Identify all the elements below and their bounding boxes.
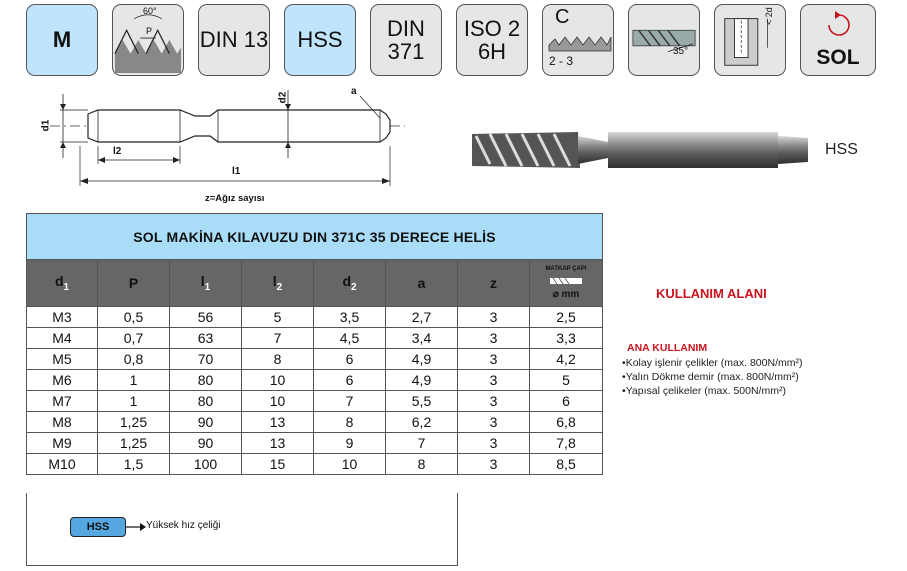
standard-din13-badge bbox=[198, 4, 270, 76]
table-cell: 1,25 bbox=[98, 412, 170, 433]
drill-header-top: MATKAP ÇAPI bbox=[545, 265, 587, 272]
usage-item: • Yapısal çelikeler (max. 500N/mm²) bbox=[622, 384, 802, 398]
drawing-d2-label: d2 bbox=[277, 91, 289, 104]
usage-item: • Yalın Dökme demir (max. 800N/mm²) bbox=[622, 370, 802, 384]
table-cell: 6 bbox=[314, 349, 386, 370]
header-drill-diameter bbox=[530, 260, 603, 307]
din371-line1: DIN bbox=[387, 15, 425, 41]
table-cell: 8,5 bbox=[530, 454, 603, 475]
table-cell: 2,5 bbox=[530, 307, 603, 328]
table-cell: 6,2 bbox=[386, 412, 458, 433]
usage-list bbox=[622, 356, 802, 398]
table-cell: 3 bbox=[458, 412, 530, 433]
table-cell: M3 bbox=[27, 307, 98, 328]
depth-label: < 2d bbox=[764, 7, 774, 25]
usage-subtitle: ANA KULLANIM bbox=[627, 342, 708, 354]
table-cell: 2,7 bbox=[386, 307, 458, 328]
table-cell: M6 bbox=[27, 370, 98, 391]
table-cell: 3 bbox=[458, 370, 530, 391]
table-row bbox=[27, 391, 603, 412]
chamfer-letter: C bbox=[555, 6, 570, 28]
table-cell: 3 bbox=[458, 328, 530, 349]
legend-text: Yüksek hız çeliği bbox=[146, 520, 221, 531]
table-cell: 0,8 bbox=[98, 349, 170, 370]
table-row bbox=[27, 307, 603, 328]
table-cell: M8 bbox=[27, 412, 98, 433]
table-cell: 10 bbox=[242, 370, 314, 391]
table-cell: 90 bbox=[170, 433, 242, 454]
left-rotation-arrow-icon bbox=[823, 11, 855, 39]
direction-badge bbox=[800, 4, 876, 76]
table-cell: 7 bbox=[386, 433, 458, 454]
table-row bbox=[27, 370, 603, 391]
table-cell: 6,8 bbox=[530, 412, 603, 433]
table-cell: 10 bbox=[314, 454, 386, 475]
usage-item: • Kolay işlenir çelikler (max. 800N/mm²) bbox=[622, 356, 802, 370]
chamfer-range-label: 2 - 3 bbox=[549, 54, 574, 68]
table-cell: 4,9 bbox=[386, 349, 458, 370]
table-cell: 3,3 bbox=[530, 328, 603, 349]
table-cell: 10 bbox=[242, 391, 314, 412]
table-cell: 63 bbox=[170, 328, 242, 349]
table-cell: 1,5 bbox=[98, 454, 170, 475]
drawing-l1-label: l1 bbox=[232, 166, 241, 177]
chamfer-badge bbox=[542, 4, 614, 76]
table-cell: M5 bbox=[27, 349, 98, 370]
legend-hss-chip: HSS bbox=[70, 517, 126, 537]
thread-angle-label: 60° bbox=[143, 6, 157, 16]
table-cell: 1,25 bbox=[98, 433, 170, 454]
drill-header-bottom: ⌀ mm bbox=[552, 288, 580, 300]
drawing-z-caption: z=Ağız sayısı bbox=[205, 193, 265, 204]
table-header-row bbox=[27, 260, 603, 307]
usage-title: KULLANIM ALANI bbox=[656, 286, 767, 301]
helix-angle-label: 35° bbox=[673, 46, 689, 57]
standard-din13-label: DIN 13 bbox=[199, 27, 269, 53]
hole-depth-icon bbox=[715, 4, 785, 76]
table-cell: 4,5 bbox=[314, 328, 386, 349]
table-cell: 3 bbox=[458, 349, 530, 370]
table-cell: 7 bbox=[242, 328, 314, 349]
header-p: P bbox=[98, 260, 170, 307]
table-cell: 8 bbox=[386, 454, 458, 475]
table-cell: 1 bbox=[98, 391, 170, 412]
drawing-l2-label: l2 bbox=[113, 146, 122, 157]
table-title: SOL MAKİNA KILAVUZU DIN 371C 35 DERECE HELİS bbox=[27, 214, 603, 260]
table-cell: 56 bbox=[170, 307, 242, 328]
thread-pitch-label: P bbox=[146, 26, 153, 36]
header-l1: $l_1$ bbox=[170, 260, 242, 307]
din371-line2: 371 bbox=[387, 39, 425, 64]
legend-arrow-icon bbox=[126, 523, 146, 531]
table-cell: 9 bbox=[314, 433, 386, 454]
header-d1: $d_1$ bbox=[27, 260, 98, 307]
spiral-tap-product-image bbox=[468, 122, 818, 178]
table-cell: 3 bbox=[458, 391, 530, 412]
table-cell: 6 bbox=[314, 370, 386, 391]
tap-technical-drawing bbox=[30, 84, 410, 204]
thread-profile-badge bbox=[112, 4, 184, 76]
drill-bit-icon bbox=[549, 276, 583, 286]
table-row bbox=[27, 433, 603, 454]
table-row bbox=[27, 328, 603, 349]
material-label: M bbox=[52, 27, 72, 53]
tolerance-badge bbox=[456, 4, 528, 76]
table-cell: 3 bbox=[458, 307, 530, 328]
table-cell: 1 bbox=[98, 370, 170, 391]
table-cell: 0,7 bbox=[98, 328, 170, 349]
chamfer-icon bbox=[547, 33, 613, 55]
table-row bbox=[27, 349, 603, 370]
table-cell: 4,9 bbox=[386, 370, 458, 391]
table-cell: M9 bbox=[27, 433, 98, 454]
material-badge bbox=[26, 4, 98, 76]
table-cell: 15 bbox=[242, 454, 314, 475]
table-cell: 3 bbox=[458, 454, 530, 475]
header-d2: $d_2$ bbox=[314, 260, 386, 307]
table-cell: 80 bbox=[170, 370, 242, 391]
depth-badge bbox=[714, 4, 786, 76]
table-cell: 8 bbox=[314, 412, 386, 433]
table-cell: 0,5 bbox=[98, 307, 170, 328]
table-row bbox=[27, 412, 603, 433]
table-cell: 3,5 bbox=[314, 307, 386, 328]
table-cell: 100 bbox=[170, 454, 242, 475]
table-cell: 7,8 bbox=[530, 433, 603, 454]
drawing-d1-label: d1 bbox=[40, 119, 52, 132]
table-cell: 5 bbox=[530, 370, 603, 391]
table-cell: 90 bbox=[170, 412, 242, 433]
tool-material-badge bbox=[284, 4, 356, 76]
table-cell: 7 bbox=[314, 391, 386, 412]
table-cell: 13 bbox=[242, 433, 314, 454]
header-l2: $l_2$ bbox=[242, 260, 314, 307]
table-cell: 3 bbox=[458, 433, 530, 454]
product-material-label: HSS bbox=[825, 141, 858, 158]
spec-table bbox=[26, 213, 603, 475]
direction-label: SOL bbox=[816, 45, 860, 69]
table-cell: M7 bbox=[27, 391, 98, 412]
table-cell: 4,2 bbox=[530, 349, 603, 370]
table-cell: 80 bbox=[170, 391, 242, 412]
standard-din371-badge bbox=[370, 4, 442, 76]
table-cell: M10 bbox=[27, 454, 98, 475]
table-row bbox=[27, 454, 603, 475]
table-cell: 13 bbox=[242, 412, 314, 433]
table-cell: 5,5 bbox=[386, 391, 458, 412]
table-cell: 5 bbox=[242, 307, 314, 328]
table-cell: 3,4 bbox=[386, 328, 458, 349]
drawing-a-label: a bbox=[351, 86, 357, 97]
helix-badge bbox=[628, 4, 700, 76]
header-z: z bbox=[458, 260, 530, 307]
table-cell: 8 bbox=[242, 349, 314, 370]
tolerance-line2: 6H bbox=[477, 39, 507, 64]
table-cell: 70 bbox=[170, 349, 242, 370]
helix-tap-icon bbox=[629, 4, 699, 76]
tool-material-label: HSS bbox=[297, 27, 343, 53]
header-a: a bbox=[386, 260, 458, 307]
table-cell: 6 bbox=[530, 391, 603, 412]
table-cell: M4 bbox=[27, 328, 98, 349]
tolerance-line1: ISO 2 bbox=[463, 15, 521, 41]
